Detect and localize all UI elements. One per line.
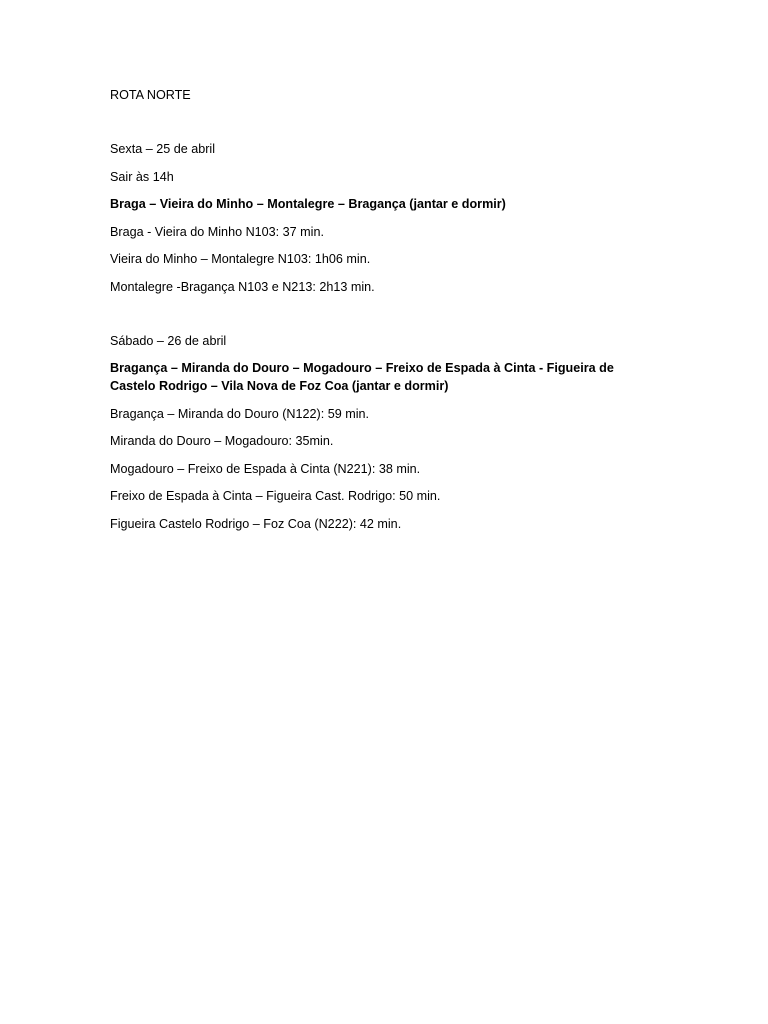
day2-leg: Freixo de Espada à Cinta – Figueira Cast. Rodrigo: 50 min.: [110, 489, 441, 503]
day2-leg: Figueira Castelo Rodrigo – Foz Coa (N222): 42 min.: [110, 516, 402, 531]
day2-heading: Sábado – 26 de abril: [110, 333, 227, 348]
day1-leg: Vieira do Minho – Montalegre N103: 1h06 min.: [110, 252, 371, 266]
day2-leg: Miranda do Douro – Mogadouro: 35min.: [110, 434, 334, 448]
day1-heading: Sexta – 25 de abril: [110, 142, 216, 156]
day1-leg: Braga - Vieira do Minho N103: 37 min.: [110, 224, 324, 239]
document-title: ROTA NORTE: [110, 88, 191, 102]
day2-route: Bragança – Miranda do Douro – Mogadouro – Freixo de Espada à Cinta - Figueira de Castelo Rodrigo – Vila Nova de Foz Coa (jantar e dormir): [110, 361, 614, 393]
day2-leg: Bragança – Miranda do Douro (N122): 59 min.: [110, 406, 370, 421]
day1-leg: Montalegre -Bragança N103 e N213: 2h13 min.: [110, 279, 375, 294]
document-body: [110, 86, 660, 542]
day2-leg: Mogadouro – Freixo de Espada à Cinta (N221): 38 min.: [110, 461, 421, 476]
day1-route: Braga – Vieira do Minho – Montalegre – Bragança (jantar e dormir): [110, 197, 506, 211]
day1-departure: Sair às 14h: [110, 169, 174, 184]
